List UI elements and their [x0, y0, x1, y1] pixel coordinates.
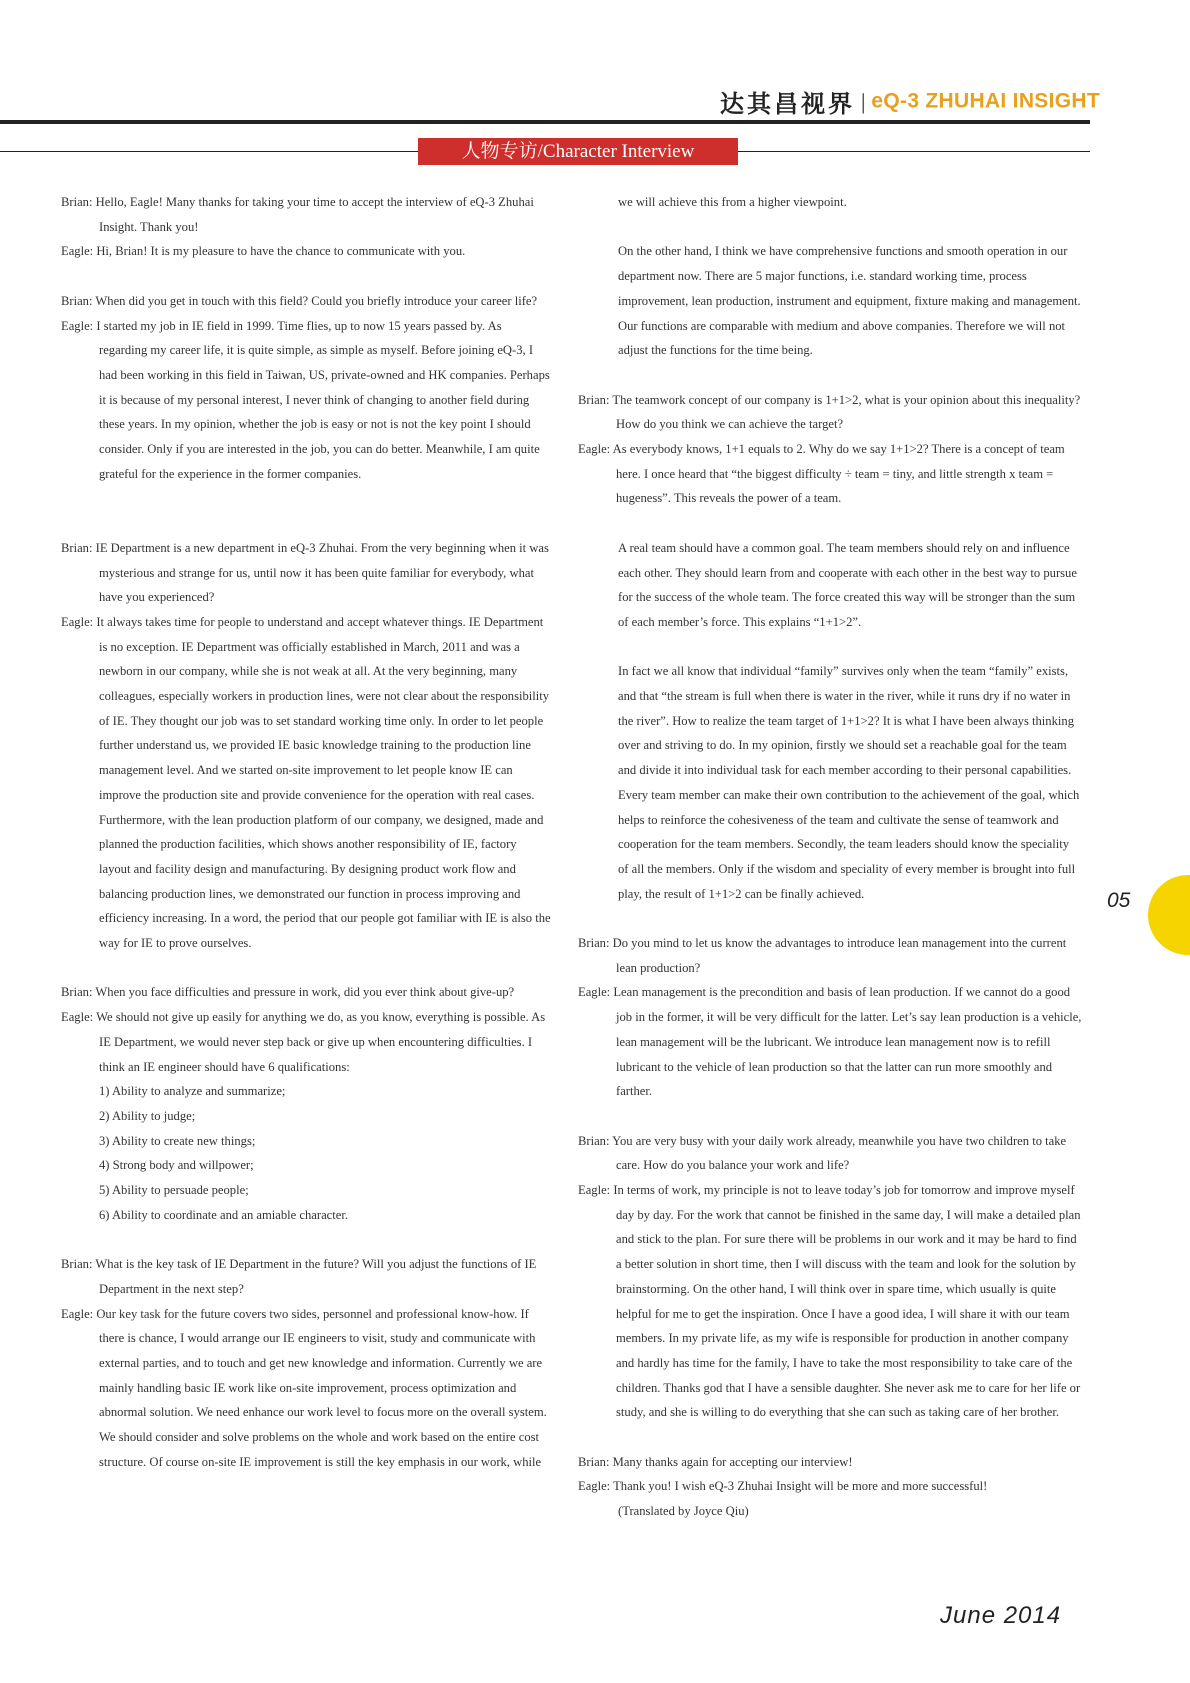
interview-turn: [578, 1450, 1082, 1475]
speaker-label: Brian:: [578, 1133, 610, 1148]
header-rule-thick: [0, 120, 1090, 124]
speaker-label: Eagle:: [61, 1010, 94, 1025]
masthead-separator: |: [861, 88, 866, 114]
answer-text: We should not give up easily for anything we do, as you know, everything is possible. As IE Department, we would never step back or give up when encountering difficulties. I think an IE engineer should have 6 qualifications:: [96, 1010, 546, 1074]
qualification-item: 4) Strong body and willpower;: [99, 1158, 254, 1173]
body-paragraph: On the other hand, I think we have comprehensive functions and smooth operation in our department now. There are 5 major functions, i.e. standard working time, process improvement, lean production, instrument and equipment, fixture making and management. Our functions are comparable with medium and above companies. Therefore we will not adjust the functions for the time being.: [618, 244, 1081, 358]
answer-text: Hi, Brian! It is my pleasure to have the chance to communicate with you.: [96, 244, 466, 259]
interview-turn: [61, 190, 551, 239]
body-paragraph: (Translated by Joyce Qiu): [618, 1504, 749, 1519]
answer-text: Our key task for the future covers two sides, personnel and professional know-how. If there is chance, I would arrange our IE engineers to visit, study and communicate with external parties, and to touch and get new knowledge and information. Currently we are mainly handling basic IE work like on-site improvement, process optimization and abnormal solution. We need enhance our work level to focus more on the overall system. We should consider and solve problems on the whole and work based on the entire cost structure. Of course on-site IE improvement is still the key emphasis in our work, while: [96, 1306, 547, 1469]
paragraph-spacer: [61, 511, 551, 536]
interview-turn: [578, 1474, 1082, 1499]
speaker-label: Eagle:: [61, 318, 94, 333]
answer-text: When did you get in touch with this field? Could you briefly introduce your career life?: [95, 293, 538, 308]
answer-text: It always takes time for people to understand and accept whatever things. IE Department is no exception. IE Department was officially established in March, 2011 and was a newborn in our company, while she is not weak at all. At the very beginning, many colleagues, especially workers in production lines, were not clear about the responsibility of IE. They thought our job was to set standard working time only. In order to let people further understand us, we provided IE basic knowledge training to the production line management level. And we started on-site improvement to let people know IE can improve the production site and provide convenience for the operation with real cases. Furthermore, with the lean production platform of our company, we designed, made and planned the production facilities, which shows another responsibility of IE, factory layout and facility design and manufacturing. By designing product work flow and balancing production lines, we demonstrated our function in process improving and efficiency increasing. In a word, the period that our people got familiar with IE is also the way for IE to prove ourselves.: [96, 614, 551, 951]
speaker-label: Eagle:: [61, 244, 94, 259]
answer-text: When you face difficulties and pressure in work, did you ever think about give-up?: [95, 985, 515, 1000]
answer-text: Thank you! I wish eQ-3 Zhuhai Insight will be more and more successful!: [613, 1479, 988, 1494]
left-column: [61, 190, 551, 1474]
interview-turn: [61, 239, 551, 264]
answer-text: Hello, Eagle! Many thanks for taking your time to accept the interview of eQ-3 Zhuhai Insight. Thank you!: [95, 195, 534, 234]
answer-text: Do you mind to let us know the advantages to introduce lean management into the current lean production?: [612, 936, 1067, 975]
right-column: [578, 190, 1082, 1524]
interview-turn: [578, 980, 1082, 1104]
paragraph-spacer: [578, 1425, 1082, 1450]
interview-turn: [61, 980, 551, 1005]
masthead: [720, 84, 1100, 118]
paragraph-spacer: [578, 906, 1082, 931]
qualification-item: 1) Ability to analyze and summarize;: [99, 1084, 286, 1099]
speaker-label: Brian:: [61, 985, 93, 1000]
masthead-english-title: eQ-3 ZHUHAI INSIGHT: [871, 89, 1100, 113]
speaker-label: Eagle:: [578, 442, 611, 456]
interview-turn: [61, 1005, 551, 1079]
interview-turn: [578, 931, 1082, 980]
paragraph-spacer: [61, 264, 551, 289]
paragraph-spacer: [61, 956, 551, 981]
speaker-label: Brian:: [61, 540, 93, 555]
interview-turn: [61, 1252, 551, 1301]
answer-text: As everybody knows, 1+1 equals to 2. Why do we say 1+1>2? There is a concept of team here. I once heard that “the biggest difficulty ÷ team = tiny, and little strength x team = hugeness”. This reveals the power of a team.: [612, 442, 1065, 506]
answer-text: In terms of work, my principle is not to leave today’s job for tomorrow and improve myself day by day. For the work that cannot be finished in the same day, I will make a detailed plan and stick to the plan. For sure there will be problems in our work and it may be hard to find a better solution in short time, then I will discuss with the team and look for the solution by brainstorming. On the other hand, I will think over in spare time, which usually is quite helpful for me to get the inspiration. Once I have a good idea, I will share it with our team members. In my private life, as my wife is responsible for production in another company and hardly has time for the family, I have to take the most responsibility to take care of the children. Thanks god that I have a sensible daughter. She never ask me to care for her life or study, and she is willing to do everything that she can such as taking care of her brother.: [613, 1183, 1081, 1420]
speaker-label: Eagle:: [61, 614, 94, 629]
speaker-label: Eagle:: [61, 1306, 94, 1321]
interview-turn: [61, 610, 551, 956]
paragraph-spacer: [578, 1104, 1082, 1129]
interview-turn: [61, 289, 551, 314]
masthead-chinese-title: 达其昌视界: [720, 92, 855, 118]
answer-text: You are very busy with your daily work already, meanwhile you have two children to take care. How do you balance your work and life?: [612, 1133, 1067, 1173]
speaker-label: Eagle:: [578, 1479, 611, 1494]
paragraph-spacer: [61, 486, 551, 511]
body-paragraph: In fact we all know that individual “family” survives only when the team “family” exists, and that “the stream is full when there is water in the river, while it runs dry if no water in the river”. How to realize the team target of 1+1>2? It is what I have been always thinking over and striving to do. In my opinion, firstly we should set a reachable goal for the team and divide it into individual task for each member according to their personal capabilities. Every team member can make their own contribution to the achievement of the goal, which helps to reinforce the cohesiveness of the team and cultivate the sense of teamwork and cooperation for the team members. Secondly, the team leaders should know the speciality of all the members. Only if the wisdom and speciality of every member is brought into full play, the result of 1+1>2 can be finally achieved.: [618, 664, 1080, 901]
speaker-label: Brian:: [578, 392, 610, 407]
speaker-label: Eagle:: [578, 1183, 611, 1198]
page-tab-marker: [1148, 875, 1190, 955]
paragraph-spacer: [578, 511, 1082, 536]
interview-turn: [578, 388, 1082, 437]
speaker-label: Brian:: [578, 936, 610, 951]
body-paragraph: we will achieve this from a higher viewpoint.: [618, 195, 847, 209]
answer-text: I started my job in IE field in 1999. Time flies, up to now 15 years passed by. As regarding my career life, it is quite simple, as simple as myself. Before joining eQ-3, I had been working in this field in Taiwan, US, private-owned and HK companies. Perhaps it is because of my personal interest, I never think of changing to another field during these years. In my opinion, whether the job is easy or not is not the key point I should consider. Only if you are interested in the job, you can do better. Meanwhile, I am quite grateful for the experience in the former companies.: [96, 318, 550, 481]
speaker-label: Eagle:: [578, 985, 611, 1000]
body-paragraph: A real team should have a common goal. The team members should rely on and influence each other. They should learn from and cooperate with each other in the best way to pursue for the success of the whole team. The force created this way will be stronger than the sum of each member’s force. This explains “1+1>2”.: [618, 540, 1077, 629]
qualification-item: 5) Ability to persuade people;: [99, 1183, 249, 1198]
speaker-label: Brian:: [61, 195, 93, 209]
answer-text: What is the key task of IE Department in the future? Will you adjust the functions of IE Department in the next step?: [95, 1257, 537, 1296]
answer-text: The teamwork concept of our company is 1+1>2, what is your opinion about this inequality? How do you think we can achieve the target?: [612, 392, 1081, 432]
section-banner: 人物专访/Character Interview: [418, 138, 738, 165]
interview-turn: [578, 437, 1082, 511]
qualification-item: 6) Ability to coordinate and an amiable character.: [99, 1207, 348, 1222]
page-number: 05: [1107, 889, 1131, 912]
interview-turn: [578, 1129, 1082, 1178]
speaker-label: Brian:: [61, 1257, 93, 1272]
paragraph-spacer: [578, 215, 1082, 240]
paragraph-spacer: [61, 1227, 551, 1252]
speaker-label: Brian:: [61, 293, 93, 308]
interview-turn: [578, 1178, 1082, 1425]
speaker-label: Brian:: [578, 1454, 610, 1469]
paragraph-spacer: [578, 635, 1082, 660]
interview-turn: [61, 1302, 551, 1475]
qualification-item: 3) Ability to create new things;: [99, 1133, 256, 1148]
interview-turn: [61, 314, 551, 487]
issue-date: June 2014: [940, 1602, 1062, 1629]
answer-text: IE Department is a new department in eQ-3 Zhuhai. From the very beginning when it was mysterious and strange for us, until now it has been quite familiar for everybody, what have you experienced?: [95, 540, 549, 605]
qualification-item: 2) Ability to judge;: [99, 1108, 196, 1123]
answer-text: Many thanks again for accepting our interview!: [612, 1454, 853, 1469]
paragraph-spacer: [578, 363, 1082, 388]
answer-text: Lean management is the precondition and basis of lean production. If we cannot do a good job in the former, it will be very difficult for the latter. Let’s say lean production is a vehicle, lean management will be the lubricant. We introduce lean management now is to refill lubricant to the vehicle of lean production so that the latter can run more smoothly and farther.: [613, 985, 1082, 1099]
interview-turn: [61, 536, 551, 610]
